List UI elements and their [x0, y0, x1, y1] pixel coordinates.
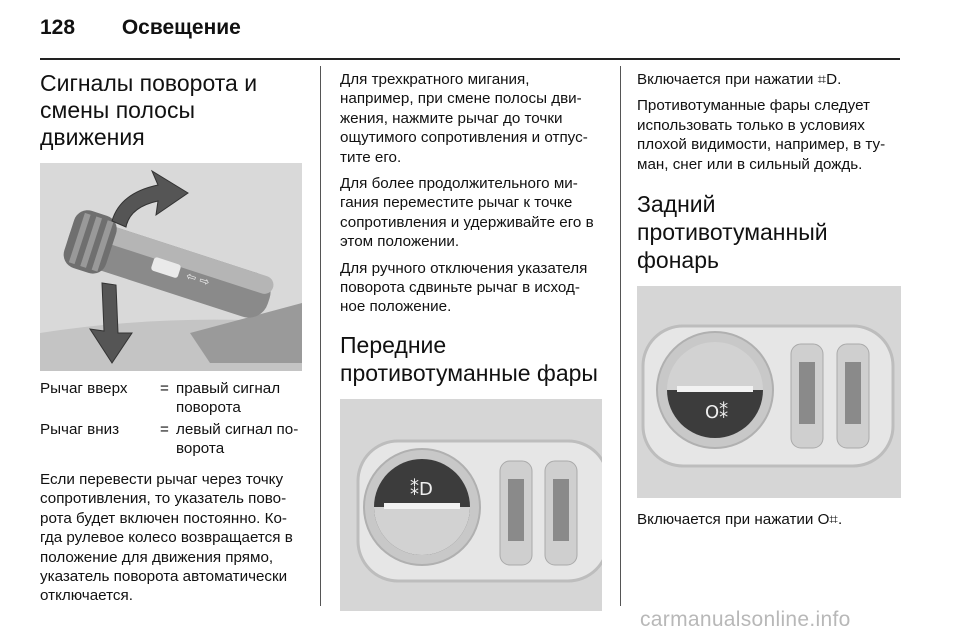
paragraph-rear-fog-on: Включается при нажатии O⌗.	[637, 511, 843, 529]
header-rule	[40, 58, 900, 60]
definition-text: правый сигнал поворота	[176, 380, 281, 416]
svg-text:⇦ ⇨: ⇦ ⇨	[184, 268, 212, 290]
lever-definitions	[40, 379, 302, 458]
paragraph-permanent-signal: Если перевести рычаг через точку сопротивления, то указатель пово-рота будет включен постоянно. Ко-гда рулевое колесо возвращается в положение для движения прямо, указатель поворота автоматически отключается.	[40, 471, 293, 605]
paragraph-manual-off: Для ручного отключения указателя поворота сдвиньте рычаг в исход-ное положение.	[340, 259, 588, 316]
paragraph-long-blink: Для более продолжительного ми-гания переместите рычаг к точке сопротивления и удерживайте его в этом положении.	[340, 175, 594, 251]
column-separator-1	[320, 66, 321, 606]
column-1	[40, 70, 302, 613]
chapter-title: Освещение	[121, 16, 241, 39]
definition-equals: =	[160, 380, 169, 397]
definition-equals: =	[160, 421, 169, 438]
page-number: 128	[40, 16, 76, 39]
definition-term: Рычаг вниз	[40, 421, 120, 438]
svg-text:⁑D: ⁑D	[410, 478, 433, 500]
watermark-text: carmanualsonline.info	[640, 608, 851, 631]
section-heading-turn-signals: Сигналы поворота и смены полосы движения	[40, 70, 258, 150]
definition-row	[40, 379, 302, 417]
paragraph-fog-usage: Противотуманные фары следует использовать только в условиях плохой видимости, например, в ту-ман, снег или в сильный дождь.	[637, 97, 886, 173]
paragraph-front-fog-on: Включается при нажатии ⌗D.	[637, 71, 842, 88]
definition-text: левый сигнал по-ворота	[176, 421, 299, 457]
front-fog-switch-illustration	[340, 399, 602, 611]
column-2	[340, 70, 604, 611]
column-separator-2	[620, 66, 621, 606]
column-3	[637, 70, 901, 536]
turn-signal-lever-illustration	[40, 163, 302, 371]
svg-text:O⁑: O⁑	[705, 402, 729, 424]
definition-row	[40, 420, 302, 458]
section-heading-rear-fog: Задний противотуманный фонарь	[637, 191, 828, 274]
definition-term: Рычаг вверх	[40, 380, 128, 397]
page-header	[40, 16, 241, 40]
section-heading-front-fog: Передние противотуманные фары	[340, 331, 598, 386]
rear-fog-switch-illustration	[637, 286, 901, 498]
paragraph-three-blinks: Для трехкратного мигания, например, при смене полосы дви-жения, нажмите рычаг до точки ощутимого сопротивления и отпус-тите его.	[340, 71, 588, 166]
